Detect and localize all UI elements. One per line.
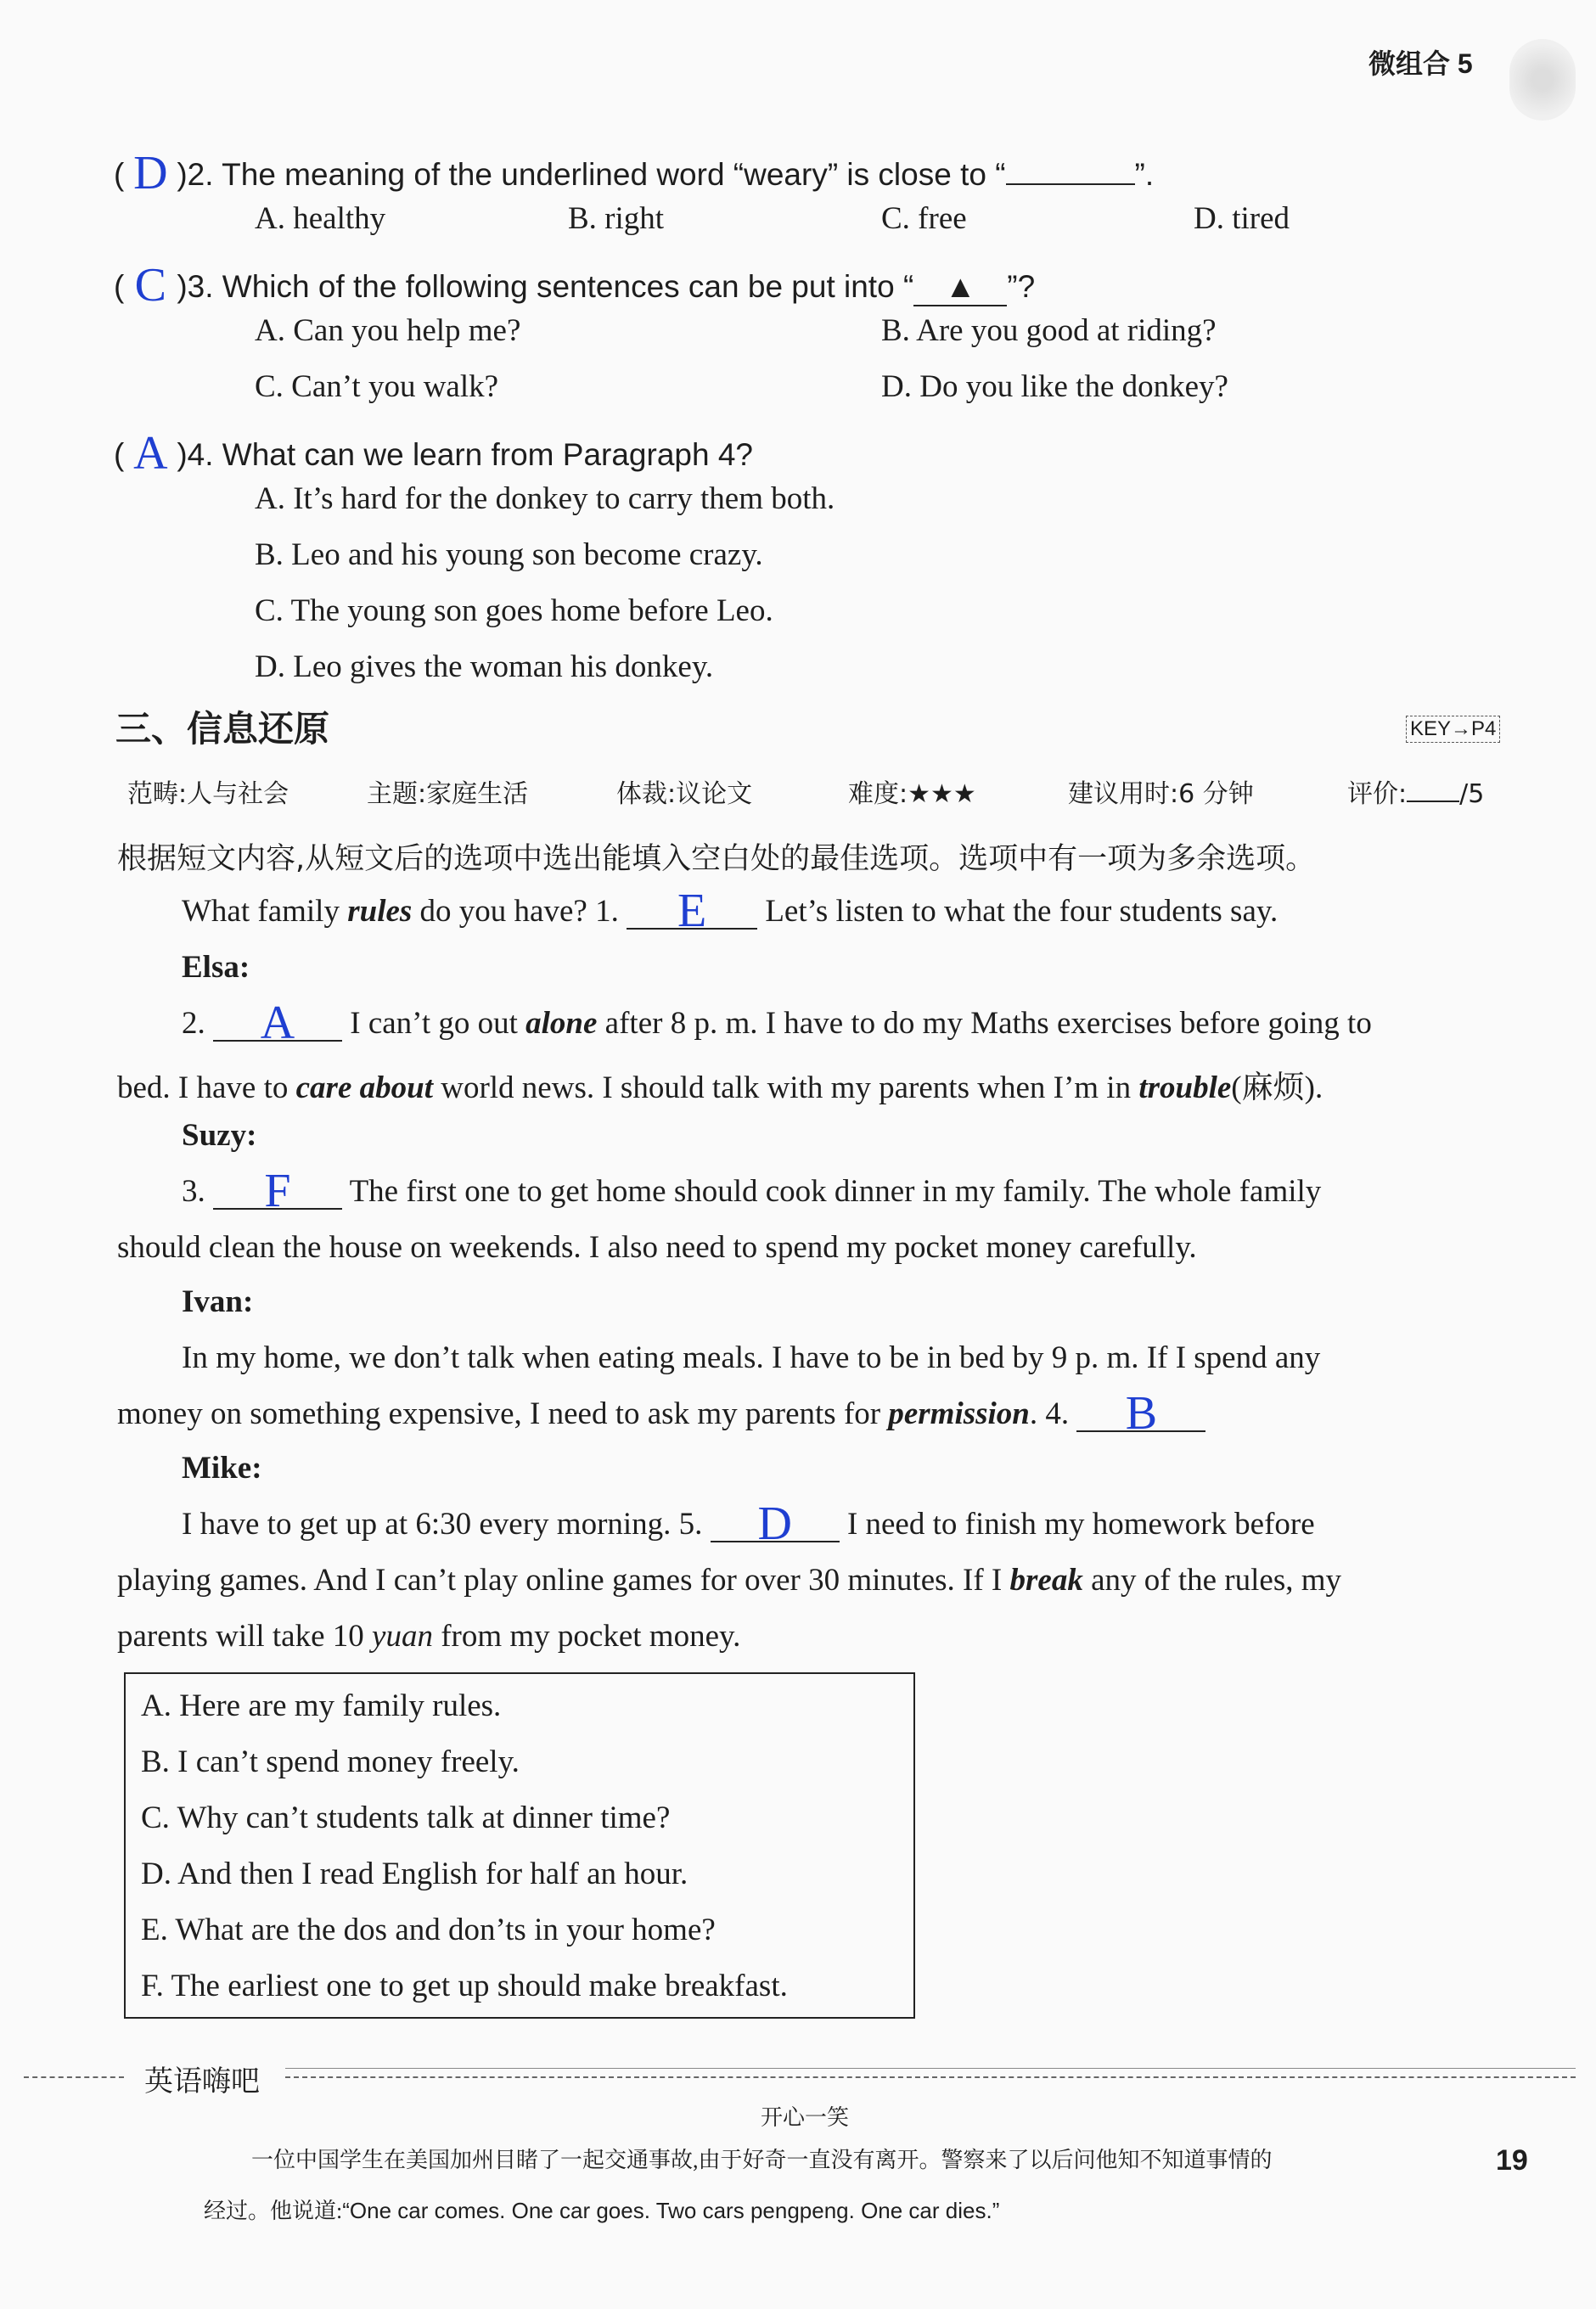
meta-theme: 主题:家庭生活 (367, 779, 529, 809)
options-box (124, 1672, 915, 2019)
suzy-line-1: 3. F The first one to get home should cook dinner in my family. The whole family (182, 1165, 1322, 1217)
mike-line-2: playing games. And I can’t play online games for over 30 minutes. If I break any of the rules, my (117, 1563, 1341, 1598)
answer-blank-3: F (264, 1165, 291, 1217)
instruction: 根据短文内容,从短文后的选项中选出能填入空白处的最佳选项。选项中有一项为多余选项。 (117, 842, 1316, 876)
speaker-elsa: Elsa: (182, 950, 250, 985)
option-e: E. What are the dos and don’ts in your home? (141, 1913, 716, 1947)
page-number: 19 (1496, 2144, 1528, 2177)
column-title: 英语嗨吧 (144, 2065, 260, 2098)
option-d: D. And then I read English for half an hour. (141, 1857, 688, 1891)
ivan-line-2: money on something expensive, I need to ask my parents for permission. 4. B (117, 1396, 1205, 1432)
answer-q2: D (133, 147, 168, 199)
q2-option-b: B. right (568, 201, 665, 236)
footer-divider-right (285, 2076, 1576, 2078)
section-label: 微组合 5 (1368, 48, 1473, 79)
answer-blank-5: D (757, 1497, 792, 1550)
option-a: A. Here are my family rules. (141, 1688, 502, 1723)
q3-option-c: C. Can’t you walk? (255, 369, 499, 404)
answer-q4: A (133, 427, 168, 480)
q4-option-c: C. The young son goes home before Leo. (255, 593, 773, 628)
speaker-mike: Mike: (182, 1451, 262, 1486)
q4-option-b: B. Leo and his young son become crazy. (255, 537, 763, 572)
q3-option-b: B. Are you good at riding? (881, 313, 1217, 348)
q2-option-c: C. free (881, 201, 967, 236)
q4-option-a: A. It’s hard for the donkey to carry them both. (255, 481, 835, 516)
answer-q3: C (134, 259, 166, 312)
suzy-line-2: should clean the house on weekends. I also need to spend my pocket money carefully. (117, 1230, 1197, 1265)
footer-divider-left (24, 2076, 124, 2078)
question-3: ( C )3. Which of the following sentences can be put into “ ▲ ”? (114, 259, 1036, 312)
q2-option-d: D. tired (1194, 201, 1290, 236)
answer-blank-1: E (677, 885, 707, 937)
speaker-ivan: Ivan: (182, 1284, 254, 1319)
joke-line-1: 一位中国学生在美国加州目睹了一起交通事故,由于好奇一直没有离开。警察来了以后问他知不知道事情的 (251, 2148, 1273, 2172)
meta-rating: 评价: /5 (1347, 779, 1485, 809)
key-reference: KEY→P4 (1406, 716, 1500, 743)
answer-blank-2: A (260, 997, 295, 1049)
q3-option-d: D. Do you like the donkey? (881, 369, 1228, 404)
meta-genre: 体裁:议论文 (616, 779, 753, 809)
footer-rule (285, 2068, 1576, 2069)
option-f: F. The earliest one to get up should make breakfast. (141, 1969, 788, 2003)
corner-decoration (1509, 39, 1576, 121)
intro-line: What family rules do you have? 1. E Let’s listen to what the four students say. (182, 885, 1278, 937)
option-c: C. Why can’t students talk at dinner time? (141, 1801, 671, 1835)
elsa-line-2: bed. I have to care about world news. I should talk with my parents when I’m in trouble(麻烦). (117, 1070, 1323, 1105)
joke-line-2: 经过。他说道:“One car comes. One car goes. Two cars pengpeng. One car dies.” (204, 2198, 1000, 2223)
ivan-line-1: In my home, we don’t talk when eating meals. I have to be in bed by 9 p. m. If I spend any (182, 1340, 1321, 1375)
answer-blank-4: B (1125, 1387, 1158, 1440)
triangle-blank: ▲ (913, 269, 1007, 306)
q3-option-a: A. Can you help me? (255, 313, 521, 348)
meta-time: 建议用时:6 分钟 (1068, 779, 1254, 809)
joke-title: 开心一笑 (761, 2105, 850, 2131)
mike-line-1: I have to get up at 6:30 every morning. 5. D I need to finish my homework before (182, 1497, 1315, 1550)
elsa-line-1: 2. A I can’t go out alone after 8 p. m. I have to do my Maths exercises before going to (182, 997, 1372, 1049)
meta-category: 范畴:人与社会 (127, 779, 289, 809)
q4-option-d: D. Leo gives the woman his donkey. (255, 649, 714, 684)
section-title: 三、信息还原 (115, 708, 330, 750)
speaker-suzy: Suzy: (182, 1118, 257, 1153)
mike-line-3: parents will take 10 yuan from my pocket money. (117, 1619, 741, 1654)
option-b: B. I can’t spend money freely. (141, 1744, 520, 1779)
question-4: ( A )4. What can we learn from Paragraph 4? (114, 427, 754, 480)
meta-difficulty: 难度:★★★ (848, 779, 976, 809)
question-2: ( D )2. The meaning of the underlined word “weary” is close to “ ”. (114, 147, 1155, 199)
q2-option-a: A. healthy (255, 201, 386, 236)
